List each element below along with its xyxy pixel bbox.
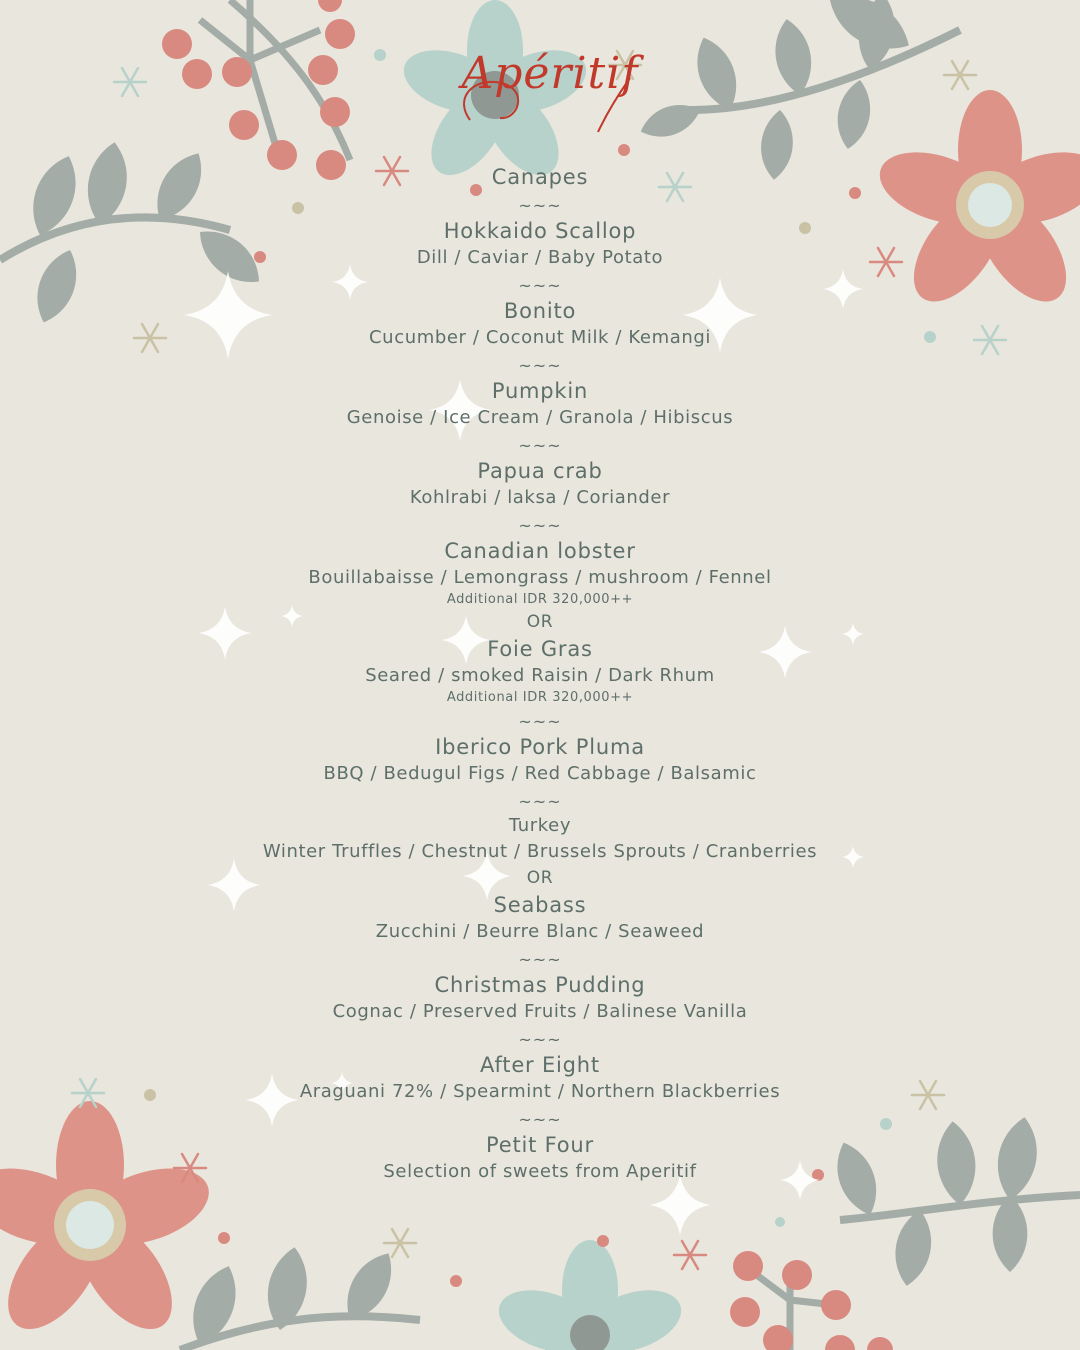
- course-pumpkin-title: Pumpkin: [491, 379, 589, 403]
- separator: ~~~: [518, 196, 562, 215]
- course-petitfour-title: Petit Four: [486, 1133, 594, 1157]
- separator: ~~~: [518, 1030, 562, 1049]
- course-pumpkin-desc: Genoise / Ice Cream / Granola / Hibiscus: [346, 407, 734, 428]
- course-scallop-desc: Dill / Caviar / Baby Potato: [416, 247, 664, 268]
- bottom-left-branch: [180, 1244, 420, 1350]
- course-foie-note: Additional IDR 320,000++: [446, 690, 634, 705]
- separator: ~~~: [518, 356, 562, 375]
- course-foie-title: Foie Gras: [487, 637, 593, 661]
- separator: ~~~: [518, 436, 562, 455]
- separator: ~~~: [518, 950, 562, 969]
- course-pudding-title: Christmas Pudding: [434, 973, 646, 997]
- menu: [0, 163, 1080, 1185]
- course-iberico-title: Iberico Pork Pluma: [435, 735, 645, 759]
- course-crab-title: Papua crab: [477, 459, 603, 483]
- course-bonito-title: Bonito: [503, 299, 577, 323]
- separator: ~~~: [518, 1110, 562, 1129]
- course-lobster-title: Canadian lobster: [444, 539, 636, 563]
- separator: ~~~: [518, 792, 562, 811]
- or-divider: OR: [526, 868, 554, 888]
- course-turkey-title: Turkey: [508, 815, 572, 836]
- separator: ~~~: [518, 712, 562, 731]
- course-seabass-desc: Zucchini / Beurre Blanc / Seaweed: [375, 921, 705, 942]
- course-aftereight-desc: Araguani 72% / Spearmint / Northern Blackberries: [299, 1081, 781, 1102]
- course-petitfour-desc: Selection of sweets from Aperitif: [383, 1161, 697, 1182]
- course-bonito-desc: Cucumber / Coconut Milk / Kemangi: [369, 327, 711, 348]
- brand-logo: Apéritif: [461, 48, 639, 99]
- bottom-center-flower: [491, 1240, 689, 1350]
- course-crab-desc: Kohlrabi / laksa / Coriander: [409, 487, 671, 508]
- course-lobster-note: Additional IDR 320,000++: [446, 592, 634, 607]
- course-aftereight-title: After Eight: [480, 1053, 600, 1077]
- course-turkey-desc: Winter Truffles / Chestnut / Brussels Sprouts / Cranberries: [262, 841, 818, 862]
- course-iberico-desc: BBQ / Bedugul Figs / Red Cabbage / Balsamic: [323, 763, 757, 784]
- separator: ~~~: [518, 516, 562, 535]
- course-seabass-title: Seabass: [493, 893, 587, 917]
- course-canapes-title: Canapes: [491, 165, 589, 189]
- course-foie-desc: Seared / smoked Raisin / Dark Rhum: [365, 665, 715, 686]
- course-scallop-title: Hokkaido Scallop: [443, 219, 637, 243]
- course-lobster-desc: Bouillabaisse / Lemongrass / mushroom / Fennel: [308, 567, 772, 588]
- course-pudding-desc: Cognac / Preserved Fruits / Balinese Vanilla: [332, 1001, 748, 1022]
- or-divider: OR: [526, 612, 554, 632]
- separator: ~~~: [518, 276, 562, 295]
